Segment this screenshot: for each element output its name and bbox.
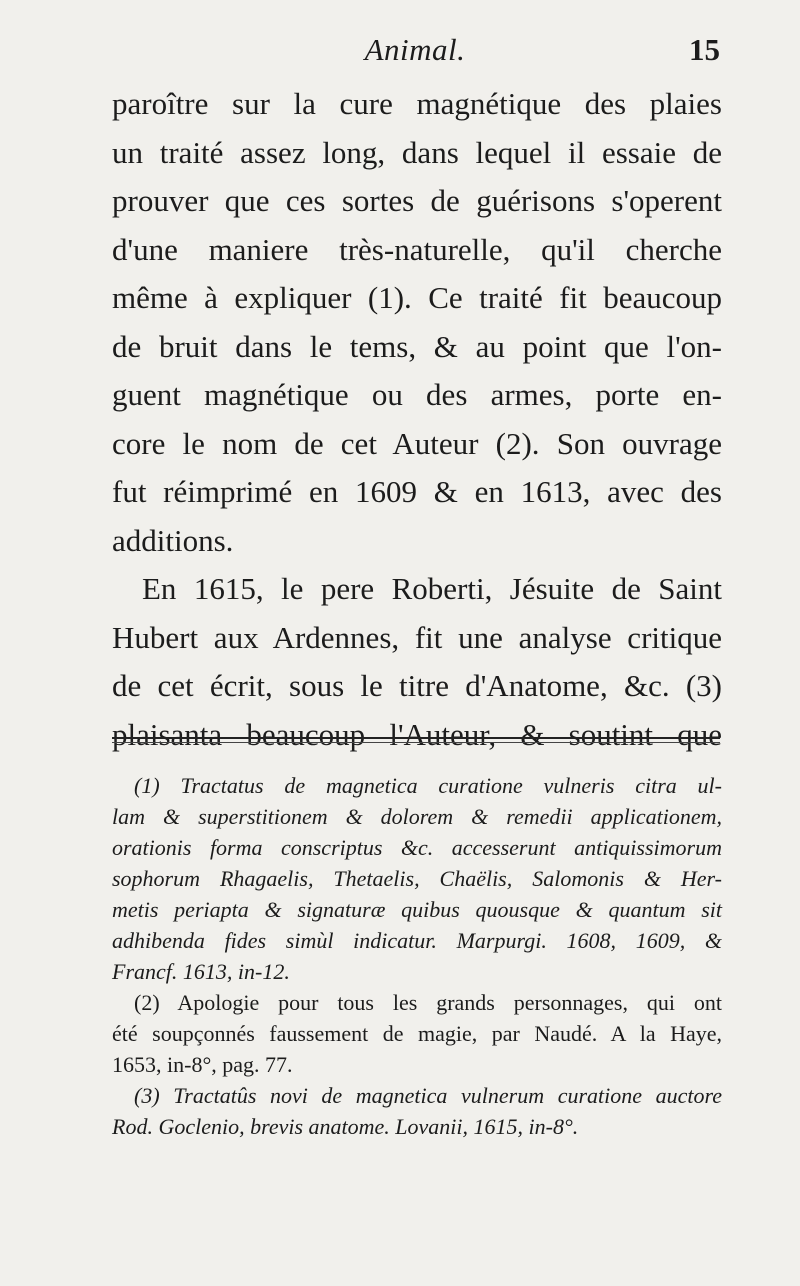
text-line: fut réimprimé en 1609 & en 1613, avec des	[112, 474, 722, 509]
text-line: d'une maniere très-naturelle, qu'il cherche	[112, 231, 722, 267]
footnote-rule	[112, 737, 720, 743]
page-header	[110, 32, 720, 72]
footnote-line: 1653, in-8°, pag. 77.	[112, 1052, 293, 1077]
footnote-line: (3) Tractatûs novi de magnetica vulnerum curatione auctore	[134, 1083, 722, 1108]
paragraph-1	[112, 80, 722, 565]
text-line: additions.	[112, 522, 234, 558]
footnote-line: Francf. 1613, in-12.	[112, 959, 290, 984]
running-head: Animal.	[364, 32, 466, 67]
footnotes	[112, 770, 722, 1142]
footnote-line: metis periapta & signaturæ quibus quousque & quantum sit	[112, 897, 722, 922]
text-line: un traité assez long, dans lequel il essaie de	[112, 134, 722, 170]
text-line: même à expliquer (1). Ce traité fit beaucoup	[112, 280, 722, 315]
text-line: de bruit dans le tems, & au point que l'on-	[112, 328, 722, 364]
paragraph-2	[112, 565, 722, 759]
footnote-line: sophorum Rhagaelis, Thetaelis, Chaëlis, Salomonis & Her-	[112, 866, 722, 891]
text-line: guent magnétique ou des armes, porte en-	[112, 377, 722, 412]
text-line: plaisanta beaucoup l'Auteur, & soutint que	[112, 716, 722, 752]
text-line: de cet écrit, sous le titre d'Anatome, &c. (3)	[112, 668, 722, 703]
footnote-3	[112, 1080, 722, 1142]
footnote-1	[112, 770, 722, 987]
page-number: 15	[689, 32, 720, 67]
main-text	[112, 80, 722, 759]
text-line: core le nom de cet Auteur (2). Son ouvrage	[112, 425, 722, 461]
footnote-line: adhibenda fides simùl indicatur. Marpurgi. 1608, 1609, &	[112, 928, 722, 953]
footnote-2	[112, 987, 722, 1080]
footnote-line: (2) Apologie pour tous les grands personnages, qui ont	[134, 990, 722, 1015]
text-line: prouver que ces sortes de guérisons s'operent	[112, 183, 722, 218]
text-line: Hubert aux Ardennes, fit une analyse critique	[112, 619, 722, 655]
text-line: paroître sur la cure magnétique des plaies	[112, 86, 722, 121]
footnote-line: Rod. Goclenio, brevis anatome. Lovanii, 1615, in-8°.	[112, 1114, 579, 1139]
text-line: En 1615, le pere Roberti, Jésuite de Saint	[142, 571, 722, 606]
footnote-line: (1) Tractatus de magnetica curatione vulneris citra ul-	[134, 773, 722, 798]
footnote-line: orationis forma conscriptus &c. accesserunt antiquissimorum	[112, 835, 722, 860]
footnote-line: lam & superstitionem & dolorem & remedii applicationem,	[112, 804, 722, 829]
footnote-line: été soupçonnés faussement de magie, par Naudé. A la Haye,	[112, 1021, 722, 1046]
